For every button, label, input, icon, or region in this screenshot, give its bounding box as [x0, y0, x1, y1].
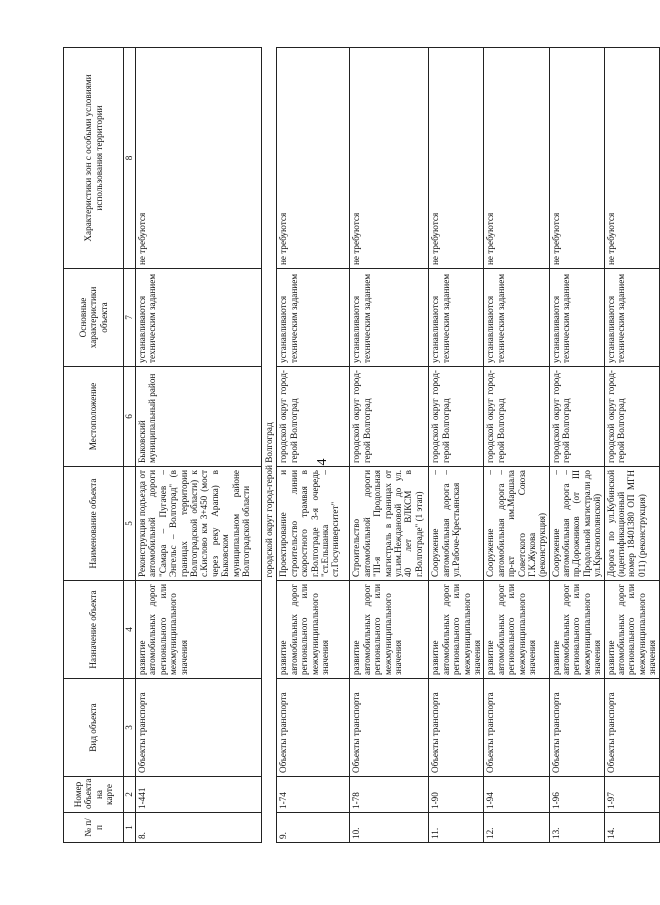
row-kind: Объекты транспорта: [549, 679, 604, 777]
row-purpose: развитие автомобильных дорог регионального или межмуниципального значения: [429, 581, 484, 679]
row-name: Дорога по ул.Кубинской (идентификационный номер 18401380 ОП МГН 011) (реконструкция): [604, 467, 659, 581]
row-zones: не требуются: [429, 48, 484, 269]
row-zones: не требуются: [136, 48, 262, 269]
row-zones: не требуются: [277, 48, 350, 269]
header-no: № п/п: [64, 813, 124, 843]
header-map-number: Номер объекта на карте: [64, 777, 124, 813]
row-purpose: развитие автомобильных дорог регионального или межмуниципального значения: [549, 581, 604, 679]
row-location: городской округ город-герой Волгоград: [350, 367, 429, 467]
table-row: [484, 48, 549, 843]
section-row: [262, 48, 277, 843]
row-zones: не требуются: [549, 48, 604, 269]
row-no: 14.: [604, 813, 659, 843]
row-kind: Объекты транспорта: [604, 679, 659, 777]
row-purpose: развитие автомобильных дорог регионального или межмуниципального значения: [484, 581, 549, 679]
page-number: 4: [315, 458, 330, 466]
section-title: городской округ город-герой Волгоград: [262, 48, 277, 581]
objects-table: [63, 47, 660, 843]
column-number: 5: [124, 467, 136, 581]
header-zones: Характеристики зон с особыми условиями использования территории: [64, 48, 124, 269]
header-purpose: Назначение объекта: [64, 581, 124, 679]
row-characteristics: устанавливаются техническим заданием: [549, 269, 604, 367]
table-row: [604, 48, 659, 843]
table-row: [277, 48, 350, 843]
row-name: Проектирование и строительство линии скоростного трамвая в г.Волгограде 3-я очередь "ст.Ельшанка – ст.Госуниверситет": [277, 467, 350, 581]
row-map-number: 1-78: [350, 777, 429, 813]
table-row: [549, 48, 604, 843]
row-name: Сооружение – автомобильная дорога – ул.Рабоче-Крестьянская: [429, 467, 484, 581]
header-characteristics: Основные характеристики объекта: [64, 269, 124, 367]
row-no: 10.: [350, 813, 429, 843]
row-purpose: развитие автомобильных дорог регионального или межмуниципального значения: [604, 581, 659, 679]
row-characteristics: устанавливаются техническим заданием: [604, 269, 659, 367]
table-row: [429, 48, 484, 843]
row-kind: Объекты транспорта: [277, 679, 350, 777]
row-location: городской округ город-герой Волгоград: [277, 367, 350, 467]
header-kind: Вид объекта: [64, 679, 124, 777]
row-kind: Объекты транспорта: [484, 679, 549, 777]
column-number: 6: [124, 367, 136, 467]
row-purpose: развитие автомобильных дорог регионального или межмуниципального значения: [277, 581, 350, 679]
row-map-number: 1-441: [136, 777, 262, 813]
rotated-page: [63, 48, 658, 843]
table-row: [136, 48, 262, 843]
row-name: Реконструкция подъезда от автомобильной дороги "Самара – Пугачев – Энгельс – Волгоград" (в границах территории Волгоградской области) к с.Кислово км 3+450 (мост через реку Арапка) в Быковском муниципальном районе Волгоградской области: [136, 467, 262, 581]
row-purpose: развитие автомобильных дорог регионального или межмуниципального значения: [350, 581, 429, 679]
column-number: 8: [124, 48, 136, 269]
row-zones: не требуются: [604, 48, 659, 269]
row-location: городской округ город-герой Волгоград: [604, 367, 659, 467]
column-number: 1: [124, 813, 136, 843]
row-map-number: 1-96: [549, 777, 604, 813]
row-no: 11.: [429, 813, 484, 843]
row-location: городской округ город-герой Волгоград: [549, 367, 604, 467]
row-zones: не требуются: [484, 48, 549, 269]
row-map-number: 1-97: [604, 777, 659, 813]
column-number-row: [124, 48, 136, 843]
row-map-number: 1-94: [484, 777, 549, 813]
row-kind: Объекты транспорта: [350, 679, 429, 777]
row-location: Быковский муниципальный район: [136, 367, 262, 467]
column-number: 7: [124, 269, 136, 367]
row-no: 9.: [277, 813, 350, 843]
column-number: 2: [124, 777, 136, 813]
row-name: Сооружение – автомобильная дорога – пр.Дорожников (от III Продольной магистрали до ул.Краснополянской): [549, 467, 604, 581]
row-zones: не требуются: [350, 48, 429, 269]
row-characteristics: устанавливаются техническим заданием: [350, 269, 429, 367]
header-row: [64, 48, 124, 843]
row-kind: Объекты транспорта: [136, 679, 262, 777]
table-row: [350, 48, 429, 843]
row-map-number: 1-74: [277, 777, 350, 813]
row-purpose: развитие автомобильных дорог регионального или межмуниципального значения: [136, 581, 262, 679]
header-name: Наименование объекта: [64, 467, 124, 581]
row-location: городской округ город-герой Волгоград: [429, 367, 484, 467]
column-number: 3: [124, 679, 136, 777]
row-no: 13.: [549, 813, 604, 843]
row-name: Строительство автомобильной дороги "III-я Продольная магистраль в границах от ул.им.Неждановой до ул. 40 лет ВЛКСМ в г.Волгограде" (1 этап): [350, 467, 429, 581]
row-characteristics: устанавливаются техническим заданием: [484, 269, 549, 367]
row-no: 8.: [136, 813, 262, 843]
row-name: Сооружение – автомобильная дорога – пр-кт им.Маршала Советского Союза Г.К.Жукова (реконструкция): [484, 467, 549, 581]
row-characteristics: устанавливаются техническим заданием: [277, 269, 350, 367]
row-map-number: 1-90: [429, 777, 484, 813]
row-characteristics: устанавливаются техническим заданием: [136, 269, 262, 367]
row-characteristics: устанавливаются техническим заданием: [429, 269, 484, 367]
row-kind: Объекты транспорта: [429, 679, 484, 777]
header-location: Местоположение: [64, 367, 124, 467]
column-number: 4: [124, 581, 136, 679]
row-location: городской округ город-герой Волгоград: [484, 367, 549, 467]
row-no: 12.: [484, 813, 549, 843]
